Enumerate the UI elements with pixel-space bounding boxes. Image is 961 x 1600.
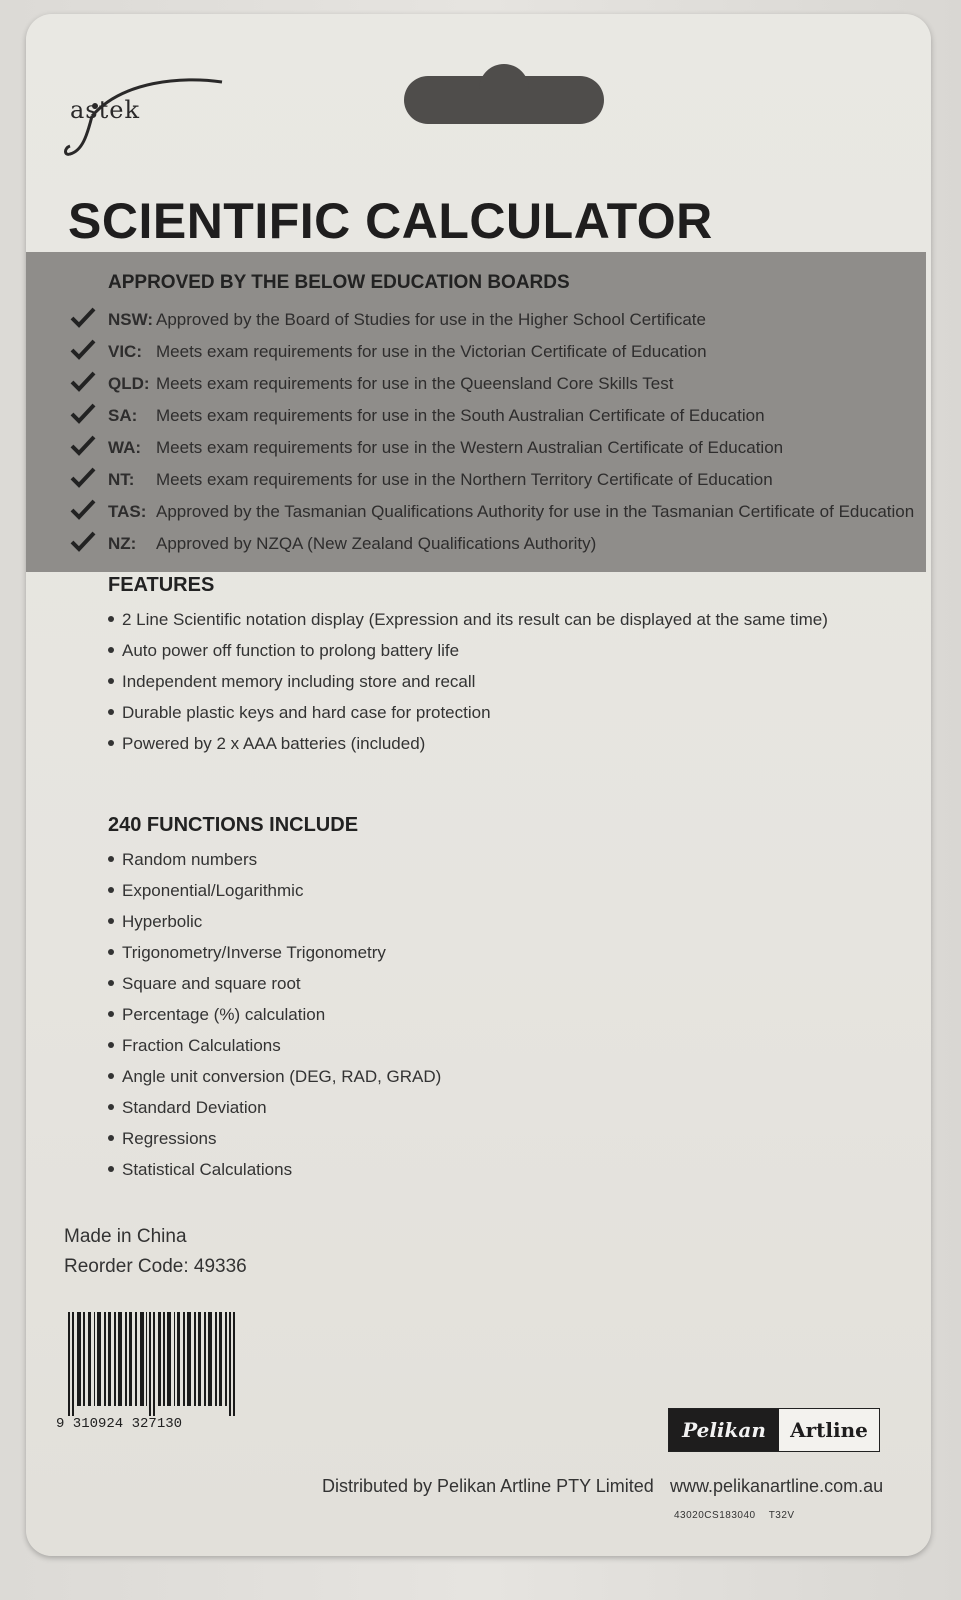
board-code: NT: [108, 470, 135, 489]
checkmark-icon [70, 466, 96, 490]
function-item [108, 850, 257, 870]
function-item [108, 974, 301, 994]
bullet-icon [108, 1073, 114, 1079]
function-item [108, 943, 386, 963]
feature-item [108, 703, 491, 723]
education-boards-section [26, 252, 926, 572]
function-item [108, 1098, 267, 1118]
board-code: WA: [108, 438, 142, 457]
website-text: www.pelikanartline.com.au [670, 1476, 884, 1496]
bullet-icon [108, 1042, 114, 1048]
reorder-code: Reorder Code: 49336 [64, 1256, 247, 1277]
bullet-icon [108, 616, 114, 622]
feature-item [108, 672, 475, 692]
board-description: Approved by the Tasmanian Qualifications Authority for use in the Tasmanian Certificate of Education [156, 502, 915, 521]
feature-text: Durable plastic keys and hard case for protection [122, 703, 491, 722]
function-text: Angle unit conversion (DEG, RAD, GRAD) [122, 1067, 442, 1086]
function-text: Square and square root [122, 974, 301, 993]
checkmark-icon [70, 370, 96, 394]
bullet-icon [108, 709, 114, 715]
bullet-icon [108, 1011, 114, 1017]
board-code: TAS: [108, 502, 147, 521]
functions-heading: 240 FUNCTIONS INCLUDE [108, 814, 359, 836]
board-description: Meets exam requirements for use in the Victorian Certificate of Education [156, 342, 707, 361]
distributor-text: Distributed by Pelikan Artline PTY Limited [322, 1476, 654, 1496]
boards-heading: APPROVED BY THE BELOW EDUCATION BOARDS [108, 272, 570, 293]
board-description: Meets exam requirements for use in the Queensland Core Skills Test [156, 374, 674, 393]
function-item [108, 912, 202, 932]
bullet-icon [108, 1135, 114, 1141]
feature-text: 2 Line Scientific notation display (Expression and its result can be displayed at the same time) [122, 610, 828, 629]
board-code: SA: [108, 406, 138, 425]
packaging-card [26, 14, 931, 1556]
bullet-icon [108, 856, 114, 862]
bullet-icon [108, 949, 114, 955]
checkmark-icon [70, 402, 96, 426]
bullet-icon [108, 918, 114, 924]
function-text: Percentage (%) calculation [122, 1005, 326, 1024]
function-item [108, 1129, 217, 1149]
feature-item [108, 734, 425, 754]
pelikan-artline-logo [668, 1408, 880, 1452]
function-text: Statistical Calculations [122, 1160, 293, 1179]
origin-text: Made in China [64, 1226, 187, 1247]
board-description: Approved by the Board of Studies for use in the Higher School Certificate [156, 310, 706, 329]
board-code: VIC: [108, 342, 142, 361]
checkmark-icon [70, 530, 96, 554]
barcode-icon [66, 1312, 236, 1416]
product-code: 43020CS183040 [674, 1510, 756, 1521]
feature-text: Powered by 2 x AAA batteries (included) [122, 734, 426, 753]
bullet-icon [108, 678, 114, 684]
checkmark-icon [70, 434, 96, 458]
board-description: Meets exam requirements for use in the Northern Territory Certificate of Education [156, 470, 773, 489]
function-text: Fraction Calculations [122, 1036, 281, 1055]
feature-item [108, 610, 828, 630]
barcode-number: 9 310924 327130 [56, 1416, 183, 1432]
board-description: Meets exam requirements for use in the Western Australian Certificate of Education [156, 438, 784, 457]
features-heading: FEATURES [108, 574, 215, 596]
function-item [108, 1005, 325, 1025]
bullet-icon [108, 647, 114, 653]
function-text: Trigonometry/Inverse Trigonometry [122, 943, 386, 962]
pelikan-logo-text: Pelikan [669, 1409, 779, 1451]
hang-hole [404, 76, 604, 124]
board-code: QLD: [108, 374, 150, 393]
feature-item [108, 641, 459, 661]
bullet-icon [108, 1166, 114, 1172]
function-text: Exponential/Logarithmic [122, 881, 304, 900]
bullet-icon [108, 1104, 114, 1110]
checkmark-icon [70, 498, 96, 522]
product-code-2: T32V [768, 1510, 795, 1521]
bullet-icon [108, 980, 114, 986]
artline-logo-text: Artline [790, 1418, 868, 1442]
board-code: NSW: [108, 310, 154, 329]
function-item [108, 1036, 281, 1056]
function-text: Hyperbolic [122, 912, 203, 931]
bullet-icon [108, 887, 114, 893]
function-item [108, 1160, 292, 1180]
brand-logo-text: astek [70, 96, 141, 124]
product-codes [674, 1510, 805, 1521]
product-title: SCIENTIFIC CALCULATOR [68, 193, 713, 249]
checkmark-icon [70, 306, 96, 330]
function-item [108, 881, 303, 901]
function-item [108, 1067, 441, 1087]
board-description: Approved by NZQA (New Zealand Qualifications Authority) [156, 534, 597, 553]
function-text: Random numbers [122, 850, 258, 869]
board-code: NZ: [108, 534, 137, 553]
bullet-icon [108, 740, 114, 746]
feature-text: Independent memory including store and recall [122, 672, 476, 691]
checkmark-icon [70, 338, 96, 362]
feature-text: Auto power off function to prolong battery life [122, 641, 460, 660]
board-description: Meets exam requirements for use in the South Australian Certificate of Education [156, 406, 765, 425]
function-text: Regressions [122, 1129, 217, 1148]
function-text: Standard Deviation [122, 1098, 267, 1117]
